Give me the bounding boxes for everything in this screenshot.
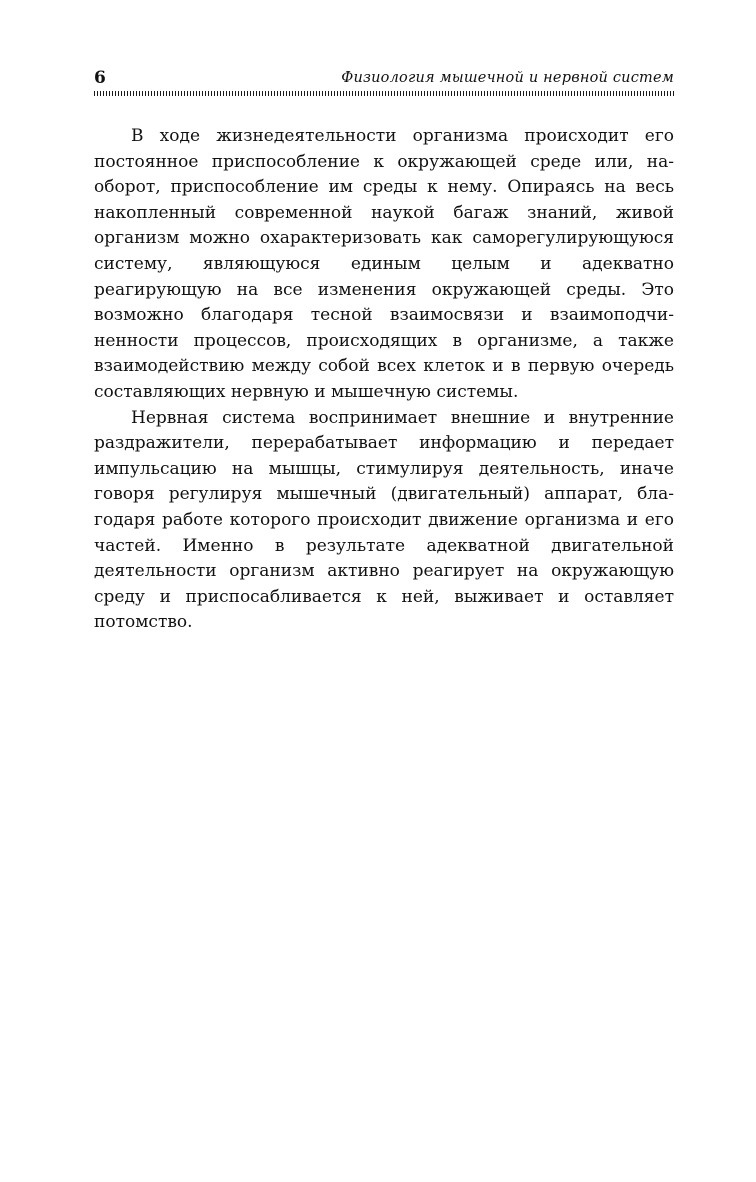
body-text <box>94 124 674 636</box>
running-title: Физиология мышечной и нервной систем <box>341 70 674 86</box>
book-page <box>94 64 674 636</box>
paragraph-1: В ходе жизнедеятельности организма происходит его постоянное приспособление к окружающей среде или, наоборот, приспособление им среды к нему. Опираясь на весь накопленный современной наукой багаж знаний, живой организм можно охарактеризовать как саморегулирующуюся систему, являющуюся единым целым и адекватно реагирующую на все изменения окружающей среды. Это возможно благодаря тесной взаимосвязи и взаимоподчиненности процессов, происходящих в организме, а также взаимодействию между собой всех клеток и в первую очередь составляющих нервную и мышечную системы. <box>94 126 674 402</box>
page-number: 6 <box>94 68 106 88</box>
running-head <box>94 64 674 90</box>
paragraph-2: Нервная система воспринимает внешние и внутренние раздражители, перерабатывает информацию и передает импульсацию на мышцы, стимулируя деятельность, иначе говоря регулируя мышечный (двигательный) аппарат, благодаря работе которого происходит движение организма и его частей. Именно в результате адекватной двигательной деятельности организм активно реагирует на окружающую среду и приспосабливается к ней, выживает и оставляет потомство. <box>94 407 674 633</box>
header-rule <box>94 91 674 96</box>
